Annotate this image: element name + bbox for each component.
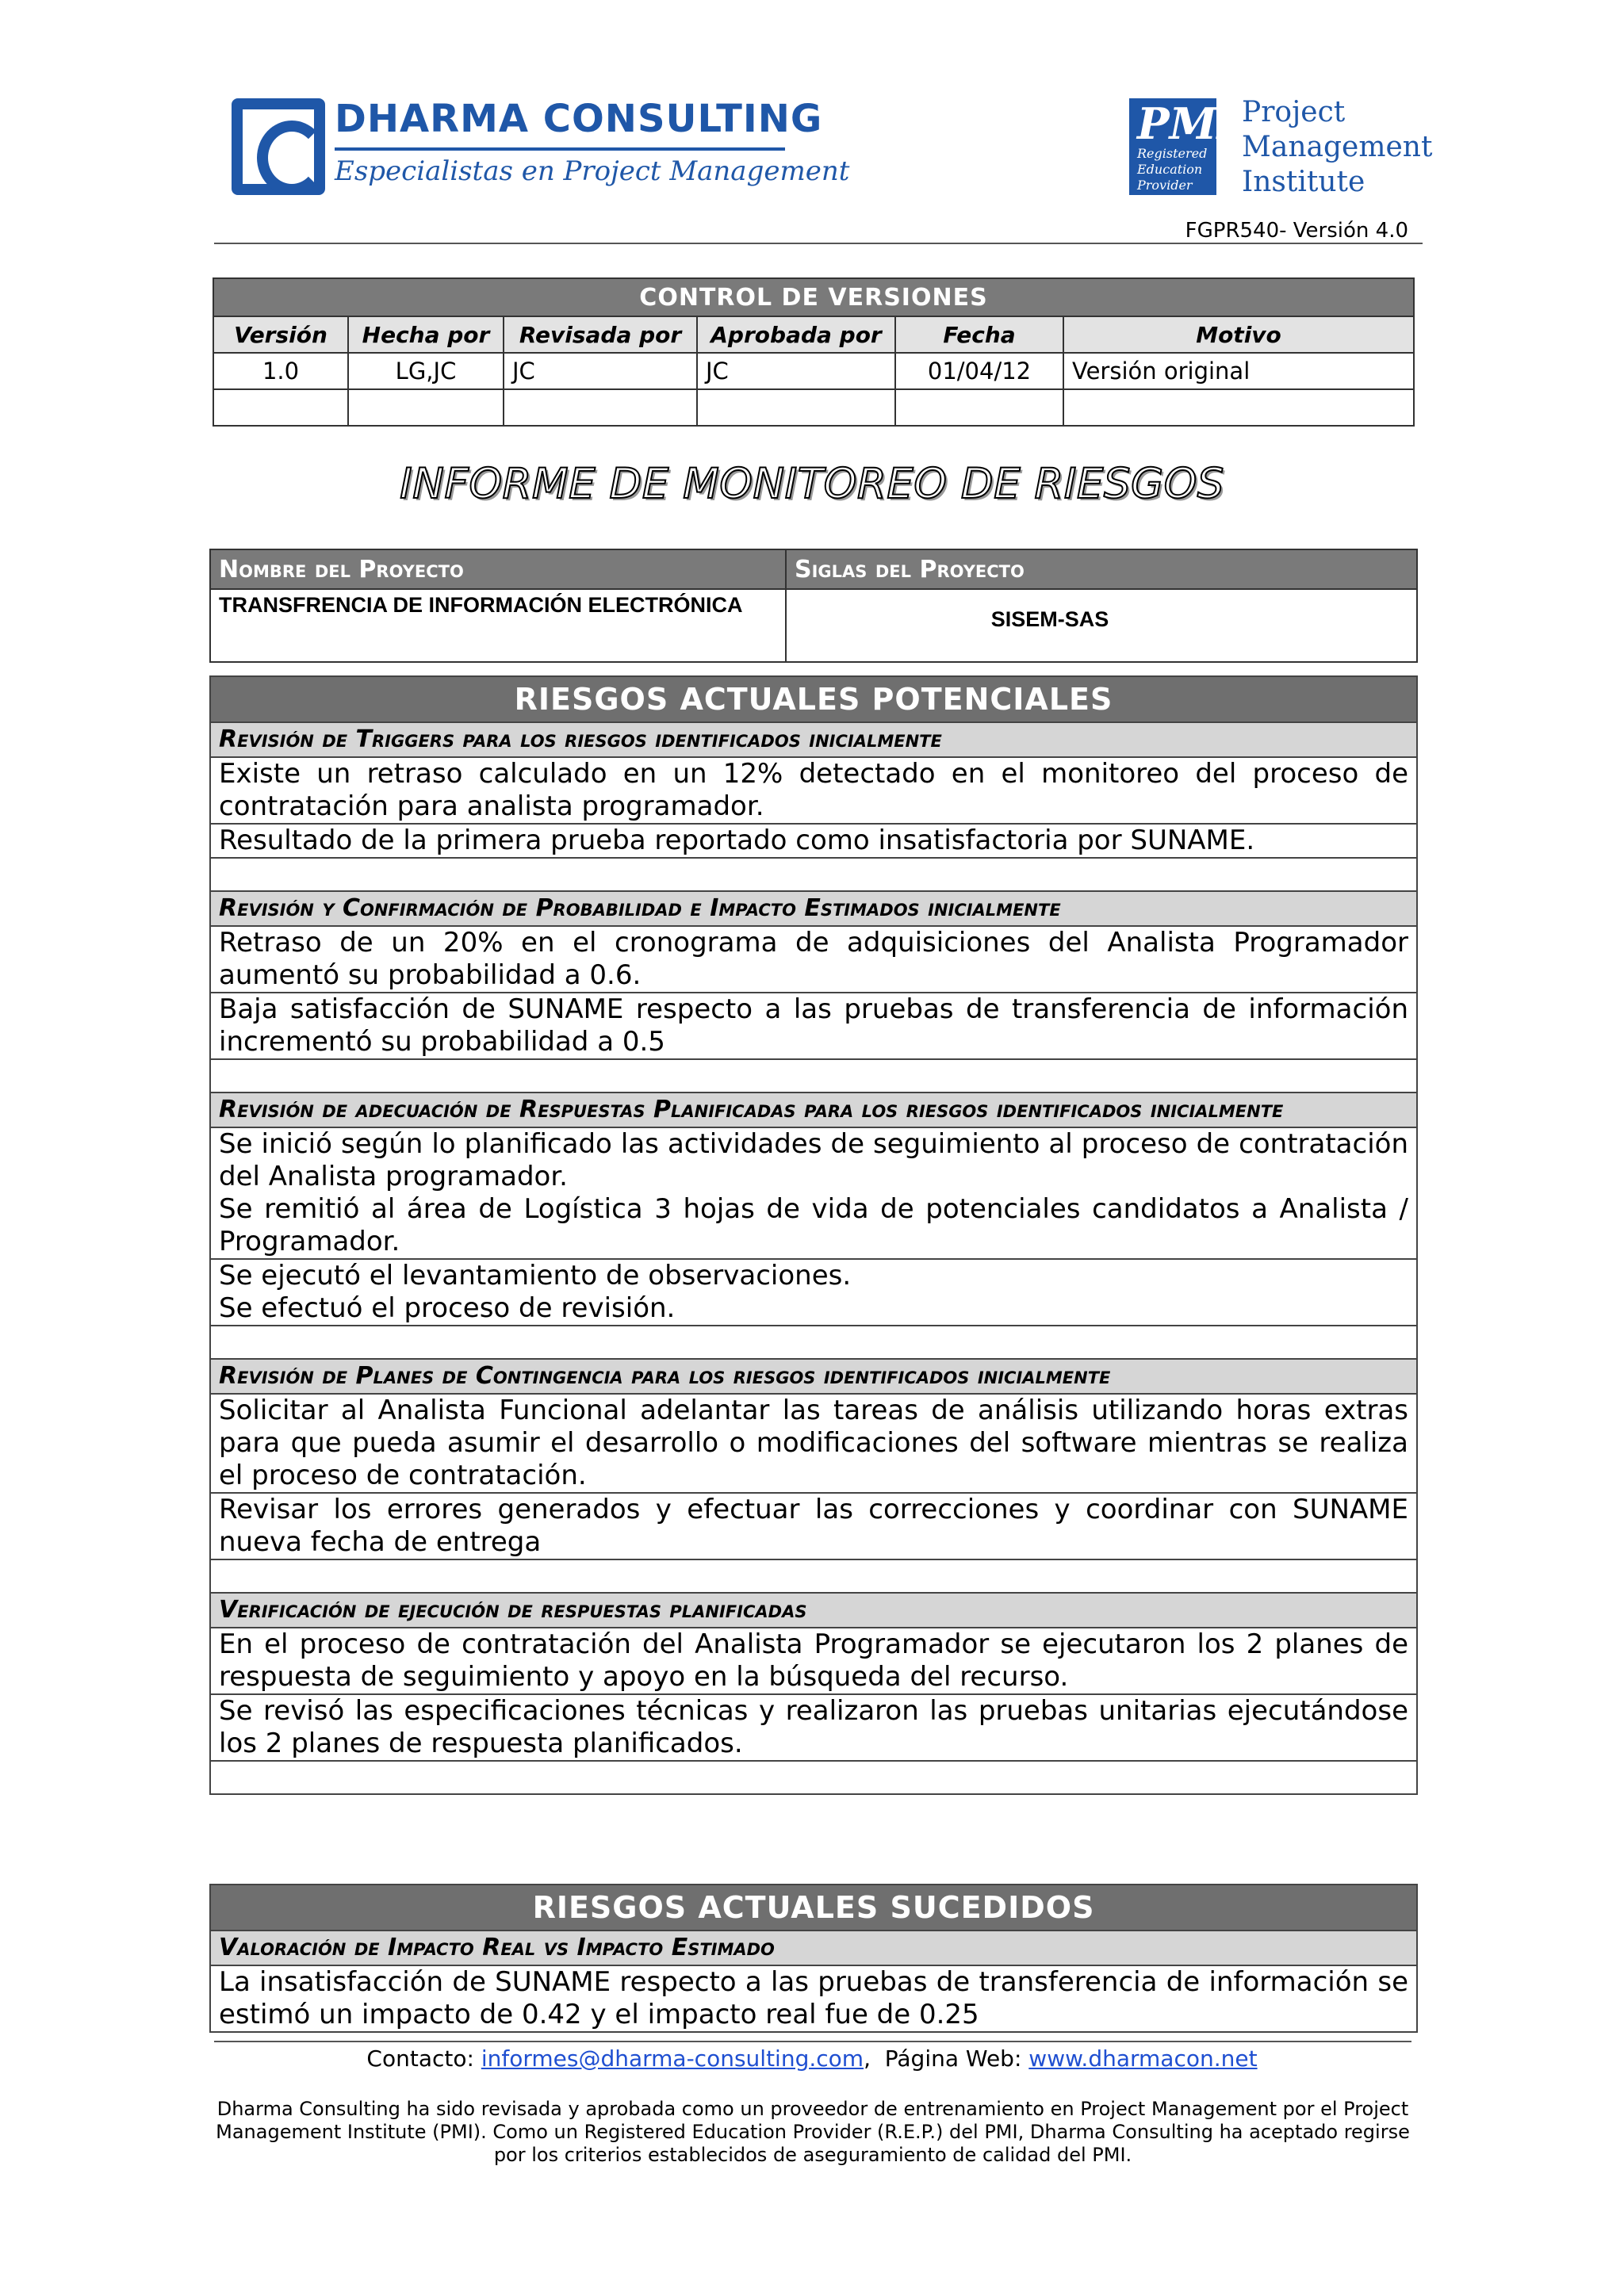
paragraph: Solicitar al Analista Funcional adelantar las tareas de análisis utilizando horas extras para que pueda asumir el desarrollo o modificaciones del software mientras se realiza el proceso de contratación. — [210, 1394, 1417, 1493]
project-acronym: SISEM-SAS — [786, 589, 1417, 662]
col-header-approved-by: Aprobada por — [697, 316, 895, 353]
section-band-happened: RIESGOS ACTUALES SUCEDIDOS — [210, 1885, 1417, 1931]
web-label: Página Web: — [884, 2045, 1022, 2072]
cell-approved-by: JC — [697, 353, 895, 389]
empty-cell — [895, 389, 1063, 426]
cell-version: 1.0 — [213, 353, 348, 389]
col-header-made-by: Hecha por — [348, 316, 504, 353]
project-name-label: Nombre del Proyecto — [210, 549, 786, 589]
subsection-title: Valoración de Impacto Real vs Impacto Estimado — [210, 1931, 1417, 1965]
pmi-rep-logo — [1129, 95, 1431, 198]
paragraph-group — [210, 1127, 1417, 1259]
contact-line: Contacto: informes@dharma-consulting.com, Página Web: www.dharmacon.net — [366, 2045, 1258, 2072]
empty-cell — [1063, 389, 1414, 426]
blank-row — [210, 1559, 1417, 1593]
subsection-title: Revisión de adecuación de Respuestas Planificadas para los riesgos identificados inicialmente — [210, 1093, 1417, 1127]
paragraph: Se revisó las especificaciones técnicas y realizaron las pruebas unitarias ejecutándose los 2 planes de respuesta planificados. — [210, 1694, 1417, 1761]
paragraph: En el proceso de contratación del Analista Programador se ejecutaron los 2 planes de respuesta de seguimiento y apoyo en la búsqueda del recurso. — [210, 1628, 1417, 1694]
pmi-letters: PMI — [1137, 98, 1237, 149]
contact-email-link[interactable]: informes@dharma-consulting.com — [481, 2045, 864, 2072]
cell-reviewed-by: JC — [504, 353, 697, 389]
empty-cell — [504, 389, 697, 426]
cell-date: 01/04/12 — [895, 353, 1063, 389]
potential-risks-table — [209, 675, 1418, 1795]
col-header-date: Fecha — [895, 316, 1063, 353]
project-acronym-label: Siglas del Proyecto — [786, 549, 1417, 589]
col-header-reviewed-by: Revisada por — [504, 316, 697, 353]
brand-underline — [335, 147, 785, 151]
paragraph: Existe un retraso calculado en un 12% detectado en el monitoreo del proceso de contratación para analista programador. — [210, 757, 1417, 824]
blank-row — [210, 1059, 1417, 1093]
version-table-title: CONTROL DE VERSIONES — [213, 278, 1414, 316]
cell-reason: Versión original — [1063, 353, 1414, 389]
contact-label: Contacto: — [366, 2045, 474, 2072]
empty-cell — [697, 389, 895, 426]
paragraph: Se ejecutó el levantamiento de observaciones. — [219, 1260, 852, 1292]
pmi-disclaimer: Dharma Consulting ha sido revisada y aprobada como un proveedor de entrenamiento en Project Management por el Project Management Institute (PMI). Como un Registered Education Provider (R.E.P.) del PMI, Dharma Consulting ha aceptado regirse por los criterios establecidos de aseguramiento de calidad del PMI. — [216, 2098, 1410, 2166]
pmi-name: Project Management Institute — [1242, 96, 1433, 198]
table-row-empty — [213, 389, 1414, 426]
col-header-reason: Motivo — [1063, 316, 1414, 353]
paragraph: Baja satisfacción de SUNAME respecto a las pruebas de transferencia de información incrementó su probabilidad a 0.5 — [210, 993, 1417, 1059]
project-info-table — [209, 549, 1418, 663]
pmi-badge — [1129, 98, 1237, 195]
paragraph: Se inició según lo planificado las actividades de seguimiento al proceso de contratación del Analista programador. — [219, 1128, 1408, 1192]
footer-divider — [214, 2041, 1411, 2042]
table-row — [213, 353, 1414, 389]
paragraph: Revisar los errores generados y efectuar las correcciones y coordinar con SUNAME nueva fecha de entrega — [210, 1493, 1417, 1559]
subsection-title: Verificación de ejecución de respuestas planificadas — [210, 1593, 1417, 1628]
paragraph: Resultado de la primera prueba reportado como insatisfactoria por SUNAME. — [210, 824, 1417, 858]
paragraph: Retraso de un 20% en el cronograma de adquisiciones del Analista Programador aumentó su probabilidad a 0.6. — [210, 926, 1417, 993]
paragraph-group — [210, 1259, 1417, 1326]
dharma-consulting-logo — [232, 94, 850, 205]
paragraph: Se efectuó el proceso de revisión. — [219, 1292, 676, 1324]
version-control-table — [213, 277, 1415, 427]
website-link[interactable]: www.dharmacon.net — [1028, 2045, 1258, 2072]
brand-name: DHARMA CONSULTING — [335, 97, 823, 141]
section-band-potential: RIESGOS ACTUALES POTENCIALES — [210, 676, 1417, 722]
subsection-title: Revisión y Confirmación de Probabilidad e Impacto Estimados inicialmente — [210, 891, 1417, 926]
paragraph: La insatisfacción de SUNAME respecto a las pruebas de transferencia de información se estimó un impacto de 0.42 y el impacto real fue de 0.25 — [210, 1965, 1417, 2032]
blank-row — [210, 1761, 1417, 1794]
subsection-title: Revisión de Planes de Contingencia para los riesgos identificados inicialmente — [210, 1359, 1417, 1394]
col-header-version: Versión — [213, 316, 348, 353]
report-title: INFORME DE MONITOREO DE RIESGOS — [400, 460, 1224, 508]
paragraph: Se remitió al área de Logística 3 hojas de vida de potenciales candidatos a Analista / Programador. — [219, 1193, 1408, 1257]
project-name: TRANSFRENCIA DE INFORMACIÓN ELECTRÓNICA — [210, 589, 786, 662]
pmi-rep-text: Registered Education Provider — [1137, 146, 1208, 193]
blank-row — [210, 858, 1417, 891]
happened-risks-table — [209, 1884, 1418, 2033]
cell-made-by: LG,JC — [348, 353, 504, 389]
subsection-title: Revisión de Triggers para los riesgos identificados inicialmente — [210, 722, 1417, 757]
header-divider — [214, 243, 1423, 244]
empty-cell — [213, 389, 348, 426]
empty-cell — [348, 389, 504, 426]
brand-tagline: Especialistas en Project Management — [335, 155, 850, 187]
blank-row — [210, 1326, 1417, 1359]
document-code: FGPR540- Versión 4.0 — [1185, 219, 1408, 243]
dharma-logo-mark — [232, 98, 325, 195]
